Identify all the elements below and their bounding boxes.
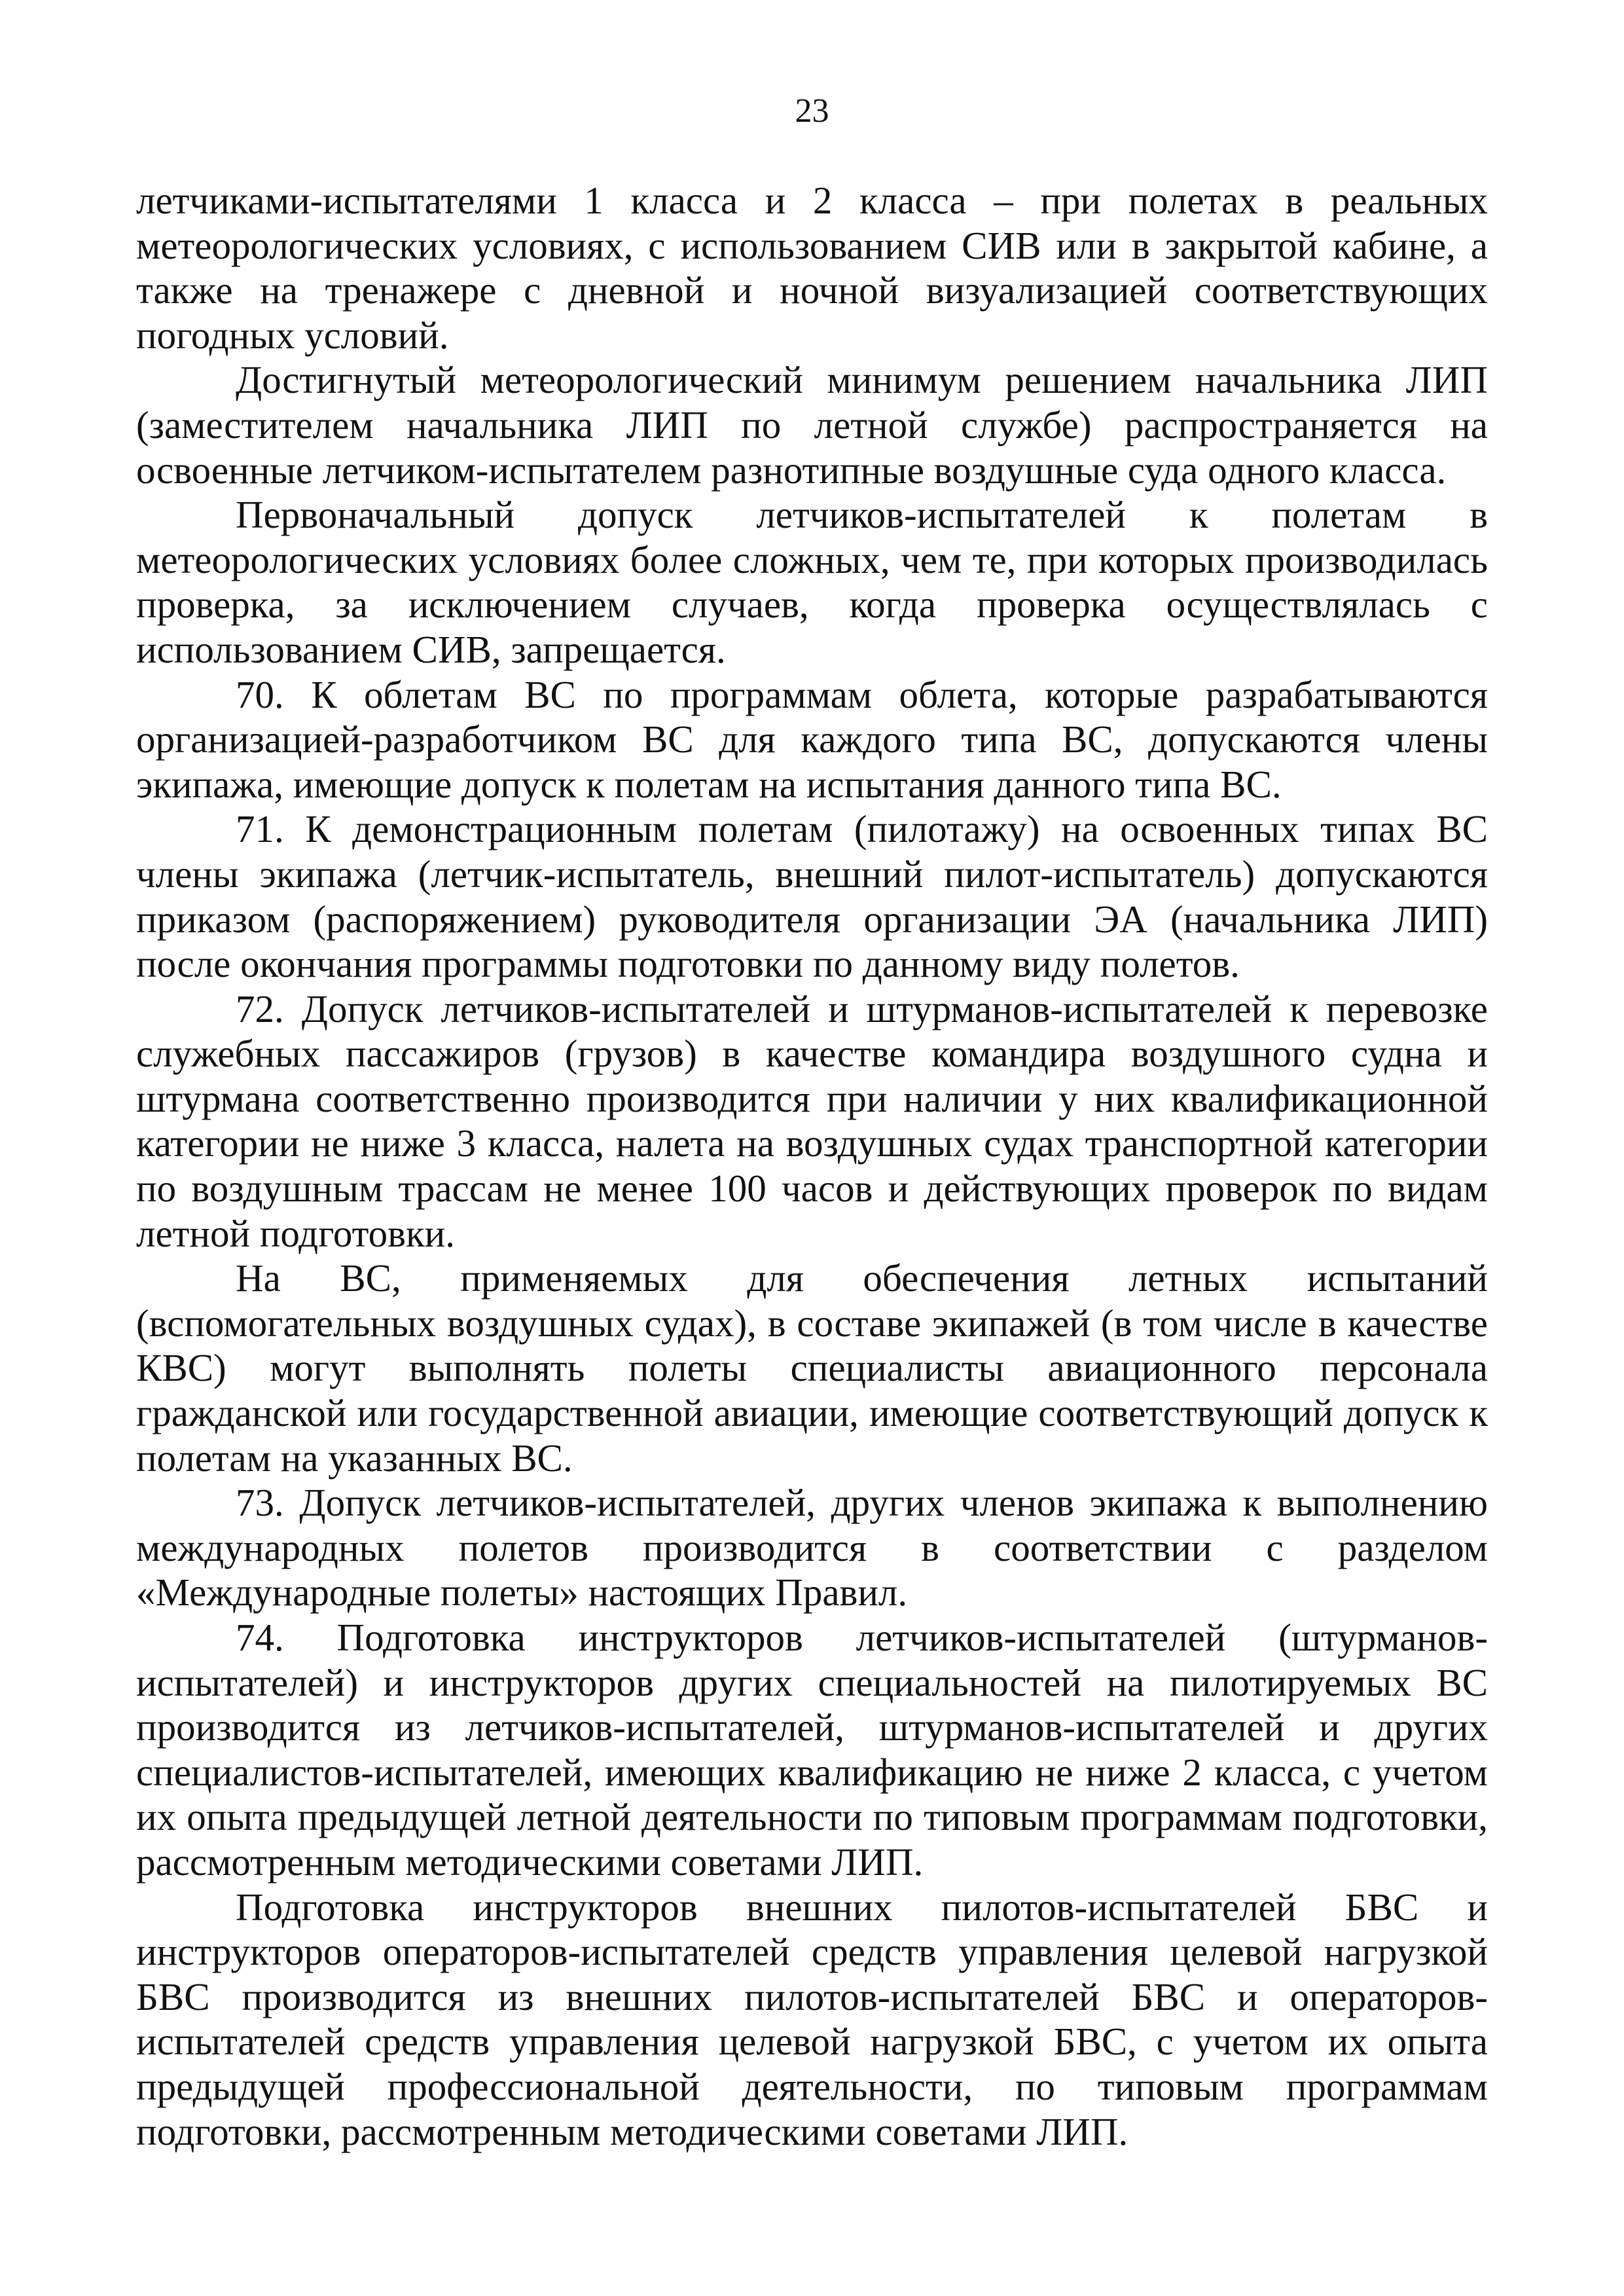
document-body — [136, 178, 1488, 2154]
paragraph-item-70: 70. К облетам ВС по программам облета, которые разрабатываются организацией-разработчиком ВС для каждого типа ВС, допускаются члены экипажа, имеющие допуск к полетам на испытания данного типа ВС. — [136, 672, 1488, 806]
paragraph-item-71: 71. К демонстрационным полетам (пилотажу) на освоенных типах ВС члены экипажа (летчик-испытатель, внешний пилот-испытатель) допускаются приказом (распоряжением) руководителя организации ЭА (начальника ЛИП) после окончания программы подготовки по данному виду полетов. — [136, 807, 1488, 986]
paragraph-initial-admission: Первоначальный допуск летчиков-испытателей к полетам в метеорологических условиях более сложных, чем те, при которых производилась проверка, за исключением случаев, когда проверка осуществлялась с использованием СИВ, запрещается. — [136, 493, 1488, 671]
paragraph-item-74: 74. Подготовка инструкторов летчиков-испытателей (штурманов-испытателей) и инструкторов других специальностей на пилотируемых ВС производится из летчиков-испытателей, штурманов-испытателей и других специалистов-испытателей, имеющих квалификацию не ниже 2 класса, с учетом их опыта предыдущей летной деятельности по типовым программам подготовки, рассмотренным методическими советами ЛИП. — [136, 1616, 1488, 1884]
paragraph-item-73: 73. Допуск летчиков-испытателей, других членов экипажа к выполнению международных полетов производится в соответствии с разделом «Международные полеты» настоящих Правил. — [136, 1481, 1488, 1614]
page-number: 23 — [795, 92, 829, 130]
paragraph-item-72: 72. Допуск летчиков-испытателей и штурманов-испытателей к перевозке служебных пассажиров (грузов) в качестве командира воздушного судна и штурмана соответственно производится при наличии у них квалификационной категории не ниже 3 класса, налета на воздушных судах транспортной категории по воздушным трассам не менее 100 часов и действующих проверок по видам летной подготовки. — [136, 987, 1488, 1255]
paragraph-weather-minimum: Достигнутый метеорологический минимум решением начальника ЛИП (заместителем начальника ЛИП по летной службе) распространяется на освоенные летчиком-испытателем разнотипные воздушные суда одного класса. — [136, 358, 1488, 492]
paragraph-auxiliary-aircraft: На ВС, применяемых для обеспечения летных испытаний (вспомогательных воздушных судах), в составе экипажей (в том числе в качестве КВС) могут выполнять полеты специалисты авиационного персонала гражданской или государственной авиации, имеющие соответствующий допуск к полетам на указанных ВС. — [136, 1256, 1488, 1480]
paragraph-uav-instructors: Подготовка инструкторов внешних пилотов-испытателей БВС и инструкторов операторов-испытателей средств управления целевой нагрузкой БВС производится из внешних пилотов-испытателей БВС и операторов-испытателей средств управления целевой нагрузкой БВС, с учетом их опыта предыдущей профессиональной деятельности, по типовым программам подготовки, рассмотренным методическими советами ЛИП. — [136, 1885, 1488, 2153]
paragraph-continuation: летчиками-испытателями 1 класса и 2 класса – при полетах в реальных метеорологических условиях, с использованием СИВ или в закрытой кабине, а также на тренажере с дневной и ночной визуализацией соответствующих погодных условий. — [136, 179, 1488, 357]
